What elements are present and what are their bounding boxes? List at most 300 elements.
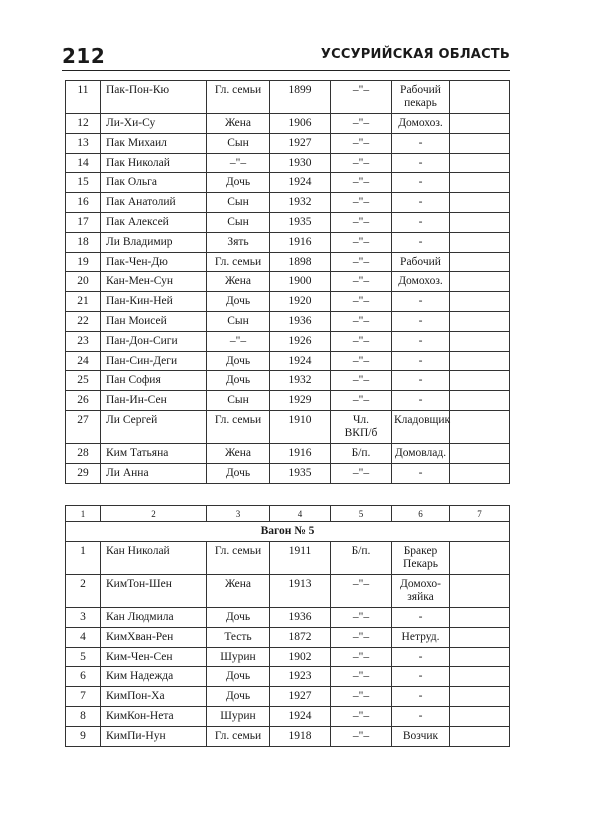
party-membership-text: –"– bbox=[352, 578, 370, 590]
family-relation bbox=[207, 726, 270, 746]
row-number bbox=[66, 311, 101, 331]
row-number-text: 2 bbox=[80, 578, 86, 590]
notes-cell bbox=[450, 463, 510, 483]
family-relation-text: Гл. семьи bbox=[214, 255, 262, 268]
row-number bbox=[66, 667, 101, 687]
deportation-list-table-1 bbox=[65, 80, 510, 484]
family-relation-text: –"– bbox=[229, 156, 247, 169]
person-name bbox=[101, 627, 207, 647]
person-name-text: КимПи-Нун bbox=[106, 729, 166, 742]
family-relation bbox=[207, 667, 270, 687]
table-row bbox=[66, 410, 510, 443]
birth-year-text: 1924 bbox=[288, 176, 312, 189]
person-name-text: Пан-Ин-Сен bbox=[106, 394, 167, 407]
notes-cell bbox=[450, 726, 510, 746]
party-membership bbox=[331, 173, 392, 193]
person-name bbox=[101, 687, 207, 707]
birth-year bbox=[270, 173, 331, 193]
family-relation-text: Жена bbox=[224, 117, 252, 129]
party-membership-text: –"– bbox=[352, 196, 370, 209]
column-number: 1 bbox=[66, 506, 101, 522]
birth-year bbox=[270, 542, 331, 575]
party-membership bbox=[331, 391, 392, 411]
birth-year-text: 1930 bbox=[288, 156, 312, 169]
party-membership bbox=[331, 542, 392, 575]
table-row bbox=[66, 627, 510, 647]
person-name-text: КимКон-Нета bbox=[106, 709, 174, 722]
birth-year-text: 1913 bbox=[288, 578, 312, 590]
birth-year-text: 1911 bbox=[288, 545, 312, 557]
birth-year bbox=[270, 272, 331, 292]
person-name-text: КимПон-Ха bbox=[106, 690, 165, 703]
family-relation-text: Сын bbox=[227, 215, 249, 228]
table-row bbox=[66, 351, 510, 371]
birth-year bbox=[270, 81, 331, 114]
row-number-text: 19 bbox=[77, 255, 89, 268]
column-number: 3 bbox=[207, 506, 270, 522]
row-number-text: 29 bbox=[77, 466, 89, 479]
row-number-text: 13 bbox=[77, 136, 89, 149]
row-number bbox=[66, 292, 101, 312]
birth-year bbox=[270, 627, 331, 647]
family-relation-text: Дочь bbox=[225, 690, 251, 703]
birth-year-text: 1910 bbox=[288, 413, 312, 426]
person-name-text: Пан София bbox=[106, 374, 161, 387]
occupation-text: Нетруд. bbox=[401, 630, 440, 643]
person-name-text: Пак Анатолий bbox=[106, 196, 176, 209]
table-row bbox=[66, 212, 510, 232]
party-membership bbox=[331, 133, 392, 153]
row-number bbox=[66, 232, 101, 252]
family-relation-text: Сын bbox=[227, 314, 249, 327]
party-membership bbox=[331, 410, 392, 443]
birth-year-text: 1898 bbox=[288, 255, 312, 268]
table-row bbox=[66, 647, 510, 667]
notes-cell bbox=[450, 292, 510, 312]
family-relation bbox=[207, 173, 270, 193]
party-membership bbox=[331, 608, 392, 628]
party-membership-text: Чл. ВКП/б bbox=[344, 413, 378, 439]
row-number bbox=[66, 193, 101, 213]
family-relation bbox=[207, 153, 270, 173]
party-membership-text: –"– bbox=[352, 275, 370, 288]
family-relation-text: Дочь bbox=[225, 374, 251, 387]
family-relation-text: Дочь bbox=[225, 466, 251, 479]
person-name bbox=[101, 575, 207, 608]
notes-cell bbox=[450, 410, 510, 443]
table-row bbox=[66, 133, 510, 153]
row-number bbox=[66, 272, 101, 292]
column-number: 6 bbox=[392, 506, 450, 522]
table-row bbox=[66, 687, 510, 707]
person-name bbox=[101, 252, 207, 272]
occupation-text: - bbox=[418, 466, 423, 479]
row-number bbox=[66, 627, 101, 647]
notes-cell bbox=[450, 133, 510, 153]
table-row bbox=[66, 667, 510, 687]
table-row bbox=[66, 193, 510, 213]
occupation-text: Бракер Пекарь bbox=[403, 545, 438, 570]
birth-year bbox=[270, 726, 331, 746]
person-name bbox=[101, 193, 207, 213]
notes-cell bbox=[450, 311, 510, 331]
person-name-text: Кан Николай bbox=[106, 545, 170, 557]
party-membership bbox=[331, 331, 392, 351]
row-number-text: 16 bbox=[77, 196, 89, 209]
occupation-text: - bbox=[418, 334, 423, 347]
family-relation-text: Гл. семьи bbox=[214, 84, 262, 96]
birth-year-text: 1923 bbox=[288, 670, 312, 683]
row-number bbox=[66, 81, 101, 114]
family-relation-text: Сын bbox=[227, 136, 249, 149]
row-number bbox=[66, 608, 101, 628]
family-relation bbox=[207, 292, 270, 312]
family-relation-text: Дочь bbox=[225, 295, 251, 308]
notes-cell bbox=[450, 647, 510, 667]
page-header bbox=[62, 44, 510, 71]
row-number-text: 18 bbox=[77, 235, 89, 248]
row-number bbox=[66, 252, 101, 272]
table-row bbox=[66, 371, 510, 391]
person-name-text: Пан-Син-Деги bbox=[106, 354, 178, 367]
birth-year-text: 1936 bbox=[288, 611, 312, 623]
birth-year-text: 1936 bbox=[288, 314, 312, 327]
party-membership-text: –"– bbox=[352, 334, 370, 347]
table-row bbox=[66, 706, 510, 726]
birth-year-text: 1935 bbox=[288, 466, 312, 479]
birth-year bbox=[270, 608, 331, 628]
occupation bbox=[392, 667, 450, 687]
row-number-text: 9 bbox=[80, 729, 86, 742]
table-row bbox=[66, 311, 510, 331]
row-number bbox=[66, 443, 101, 463]
row-number-text: 24 bbox=[77, 354, 89, 367]
table-row bbox=[66, 542, 510, 575]
party-membership-text: –"– bbox=[352, 176, 370, 189]
birth-year bbox=[270, 371, 331, 391]
row-number-text: 20 bbox=[77, 275, 89, 288]
row-number-text: 5 bbox=[80, 650, 86, 663]
family-relation-text: Дочь bbox=[225, 176, 251, 189]
family-relation bbox=[207, 647, 270, 667]
family-relation-text: Гл. семьи bbox=[214, 545, 262, 557]
party-membership-text: –"– bbox=[352, 314, 370, 327]
birth-year-text: 1872 bbox=[288, 630, 312, 643]
person-name-text: Ким-Чен-Сен bbox=[106, 650, 173, 663]
deportation-list-table-2 bbox=[65, 505, 510, 747]
occupation-text: - bbox=[418, 156, 423, 169]
person-name-text: Ли Анна bbox=[106, 466, 149, 479]
birth-year bbox=[270, 133, 331, 153]
party-membership bbox=[331, 153, 392, 173]
person-name-text: Ким Надежда bbox=[106, 670, 174, 683]
person-name bbox=[101, 667, 207, 687]
row-number-text: 4 bbox=[80, 630, 86, 643]
occupation bbox=[392, 331, 450, 351]
birth-year bbox=[270, 153, 331, 173]
notes-cell bbox=[450, 351, 510, 371]
person-name bbox=[101, 608, 207, 628]
party-membership-text: Б/п. bbox=[351, 446, 371, 459]
birth-year bbox=[270, 687, 331, 707]
family-relation bbox=[207, 351, 270, 371]
person-name-text: Кан-Мен-Сун bbox=[106, 275, 174, 288]
occupation bbox=[392, 232, 450, 252]
person-name bbox=[101, 212, 207, 232]
party-membership-text: –"– bbox=[352, 630, 370, 643]
party-membership bbox=[331, 706, 392, 726]
party-membership bbox=[331, 443, 392, 463]
person-name bbox=[101, 133, 207, 153]
birth-year-text: 1900 bbox=[288, 275, 312, 288]
occupation bbox=[392, 212, 450, 232]
column-number: 2 bbox=[101, 506, 207, 522]
row-number bbox=[66, 114, 101, 134]
occupation bbox=[392, 351, 450, 371]
table-row bbox=[66, 575, 510, 608]
person-name-text: Пан-Дон-Сиги bbox=[106, 334, 178, 347]
table-row bbox=[66, 173, 510, 193]
person-name-text: Ли Сергей bbox=[106, 413, 158, 426]
birth-year-text: 1918 bbox=[288, 729, 312, 742]
row-number bbox=[66, 391, 101, 411]
occupation bbox=[392, 443, 450, 463]
occupation bbox=[392, 133, 450, 153]
notes-cell bbox=[450, 667, 510, 687]
table-row bbox=[66, 81, 510, 114]
family-relation bbox=[207, 706, 270, 726]
person-name-text: Пак-Чен-Дю bbox=[106, 255, 168, 268]
row-number bbox=[66, 133, 101, 153]
birth-year-text: 1927 bbox=[288, 690, 312, 703]
person-name-text: Пан-Кин-Ней bbox=[106, 295, 173, 308]
table-row bbox=[66, 272, 510, 292]
family-relation-text: Сын bbox=[227, 196, 249, 209]
person-name bbox=[101, 371, 207, 391]
occupation bbox=[392, 542, 450, 575]
family-relation bbox=[207, 443, 270, 463]
birth-year-text: 1932 bbox=[288, 196, 312, 209]
occupation-text: - bbox=[418, 670, 423, 683]
party-membership-text: –"– bbox=[352, 650, 370, 663]
wagon-title: Вагон № 5 bbox=[66, 522, 510, 542]
person-name-text: Пак Ольга bbox=[106, 176, 157, 189]
person-name-text: Ким Татьяна bbox=[106, 446, 169, 459]
occupation-text: - bbox=[418, 136, 423, 149]
wagon-row bbox=[66, 522, 510, 542]
birth-year bbox=[270, 311, 331, 331]
column-number: 5 bbox=[331, 506, 392, 522]
occupation-text: Возчик bbox=[402, 729, 439, 742]
occupation-text: - bbox=[418, 354, 423, 367]
person-name-text: Пак Алексей bbox=[106, 215, 169, 228]
notes-cell bbox=[450, 706, 510, 726]
birth-year-text: 1906 bbox=[288, 117, 312, 129]
occupation bbox=[392, 371, 450, 391]
row-number bbox=[66, 410, 101, 443]
row-number-text: 17 bbox=[77, 215, 89, 228]
party-membership-text: –"– bbox=[352, 354, 370, 367]
person-name bbox=[101, 443, 207, 463]
birth-year-text: 1924 bbox=[288, 709, 312, 722]
notes-cell bbox=[450, 575, 510, 608]
running-title: УССУРИЙСКАЯ ОБЛАСТЬ bbox=[320, 47, 510, 62]
row-number bbox=[66, 647, 101, 667]
occupation bbox=[392, 272, 450, 292]
person-name bbox=[101, 410, 207, 443]
party-membership-text: –"– bbox=[352, 136, 370, 149]
person-name-text: Пан Моисей bbox=[106, 314, 167, 327]
page-number: 212 bbox=[62, 44, 106, 68]
occupation bbox=[392, 153, 450, 173]
row-number-text: 6 bbox=[80, 670, 86, 683]
birth-year-text: 1929 bbox=[288, 394, 312, 407]
row-number bbox=[66, 153, 101, 173]
person-name-text: Ли-Хи-Су bbox=[106, 117, 156, 129]
family-relation bbox=[207, 114, 270, 134]
birth-year-text: 1899 bbox=[288, 84, 312, 96]
person-name-text: Кан Людмила bbox=[106, 611, 174, 623]
row-number bbox=[66, 173, 101, 193]
occupation-text: - bbox=[418, 374, 423, 387]
person-name bbox=[101, 726, 207, 746]
party-membership-text: –"– bbox=[352, 394, 370, 407]
family-relation-text: Зять bbox=[227, 235, 249, 248]
occupation-text: Домохоз. bbox=[398, 275, 443, 288]
birth-year-text: 1902 bbox=[288, 650, 312, 663]
row-number-text: 21 bbox=[77, 295, 89, 308]
party-membership bbox=[331, 463, 392, 483]
occupation bbox=[392, 193, 450, 213]
family-relation bbox=[207, 391, 270, 411]
person-name bbox=[101, 81, 207, 114]
table-row bbox=[66, 608, 510, 628]
birth-year bbox=[270, 212, 331, 232]
family-relation bbox=[207, 608, 270, 628]
row-number bbox=[66, 351, 101, 371]
occupation-text: Рабочий пекарь bbox=[400, 84, 441, 109]
person-name bbox=[101, 647, 207, 667]
party-membership-text: –"– bbox=[352, 84, 370, 96]
family-relation-text: Тесть bbox=[224, 630, 252, 643]
table-row bbox=[66, 726, 510, 746]
row-number bbox=[66, 463, 101, 483]
notes-cell bbox=[450, 331, 510, 351]
party-membership bbox=[331, 687, 392, 707]
party-membership bbox=[331, 232, 392, 252]
family-relation-text: Шурин bbox=[220, 709, 256, 722]
row-number-text: 15 bbox=[77, 176, 89, 189]
family-relation-text: Дочь bbox=[225, 354, 251, 367]
birth-year-text: 1920 bbox=[288, 295, 312, 308]
birth-year bbox=[270, 443, 331, 463]
column-number: 4 bbox=[270, 506, 331, 522]
notes-cell bbox=[450, 272, 510, 292]
birth-year-text: 1932 bbox=[288, 374, 312, 387]
birth-year bbox=[270, 647, 331, 667]
notes-cell bbox=[450, 114, 510, 134]
party-membership bbox=[331, 371, 392, 391]
party-membership-text: –"– bbox=[352, 255, 370, 268]
occupation-text: Домовлад. bbox=[394, 446, 447, 459]
occupation-text: - bbox=[418, 295, 423, 308]
occupation-text: - bbox=[418, 709, 423, 722]
occupation-text: - bbox=[418, 394, 423, 407]
table-row bbox=[66, 443, 510, 463]
party-membership bbox=[331, 575, 392, 608]
row-number bbox=[66, 575, 101, 608]
party-membership-text: Б/п. bbox=[351, 545, 371, 557]
table-row bbox=[66, 463, 510, 483]
party-membership bbox=[331, 81, 392, 114]
occupation-text: - bbox=[418, 690, 423, 703]
family-relation-text: Дочь bbox=[225, 670, 251, 683]
occupation bbox=[392, 647, 450, 667]
occupation bbox=[392, 575, 450, 608]
row-number-text: 23 bbox=[77, 334, 89, 347]
party-membership bbox=[331, 114, 392, 134]
occupation bbox=[392, 627, 450, 647]
table-row bbox=[66, 153, 510, 173]
birth-year bbox=[270, 232, 331, 252]
family-relation bbox=[207, 232, 270, 252]
party-membership-text: –"– bbox=[352, 709, 370, 722]
family-relation bbox=[207, 687, 270, 707]
row-number-text: 25 bbox=[77, 374, 89, 387]
person-name-text: КимХван-Рен bbox=[106, 630, 174, 643]
row-number-text: 7 bbox=[80, 690, 86, 703]
row-number-text: 1 bbox=[80, 545, 86, 557]
occupation bbox=[392, 706, 450, 726]
person-name bbox=[101, 311, 207, 331]
family-relation bbox=[207, 463, 270, 483]
birth-year-text: 1916 bbox=[288, 446, 312, 459]
occupation-text: - bbox=[418, 176, 423, 189]
party-membership bbox=[331, 726, 392, 746]
occupation bbox=[392, 81, 450, 114]
notes-cell bbox=[450, 252, 510, 272]
person-name bbox=[101, 463, 207, 483]
row-number-text: 14 bbox=[77, 156, 89, 169]
notes-cell bbox=[450, 608, 510, 628]
family-relation-text: Жена bbox=[224, 578, 252, 590]
row-number-text: 3 bbox=[80, 611, 86, 623]
family-relation bbox=[207, 311, 270, 331]
occupation bbox=[392, 608, 450, 628]
party-membership bbox=[331, 667, 392, 687]
table-row bbox=[66, 391, 510, 411]
occupation bbox=[392, 114, 450, 134]
person-name bbox=[101, 173, 207, 193]
family-relation bbox=[207, 133, 270, 153]
person-name bbox=[101, 331, 207, 351]
row-number bbox=[66, 726, 101, 746]
notes-cell bbox=[450, 627, 510, 647]
party-membership bbox=[331, 292, 392, 312]
occupation-text: - bbox=[418, 196, 423, 209]
occupation bbox=[392, 463, 450, 483]
family-relation-text: Гл. семьи bbox=[214, 729, 262, 742]
family-relation bbox=[207, 627, 270, 647]
family-relation-text: Гл. семьи bbox=[214, 413, 262, 426]
occupation-text: Домохоз. bbox=[398, 117, 443, 129]
table-row bbox=[66, 114, 510, 134]
family-relation bbox=[207, 252, 270, 272]
party-membership-text: –"– bbox=[352, 235, 370, 248]
party-membership bbox=[331, 272, 392, 292]
family-relation bbox=[207, 81, 270, 114]
party-membership-text: –"– bbox=[352, 215, 370, 228]
